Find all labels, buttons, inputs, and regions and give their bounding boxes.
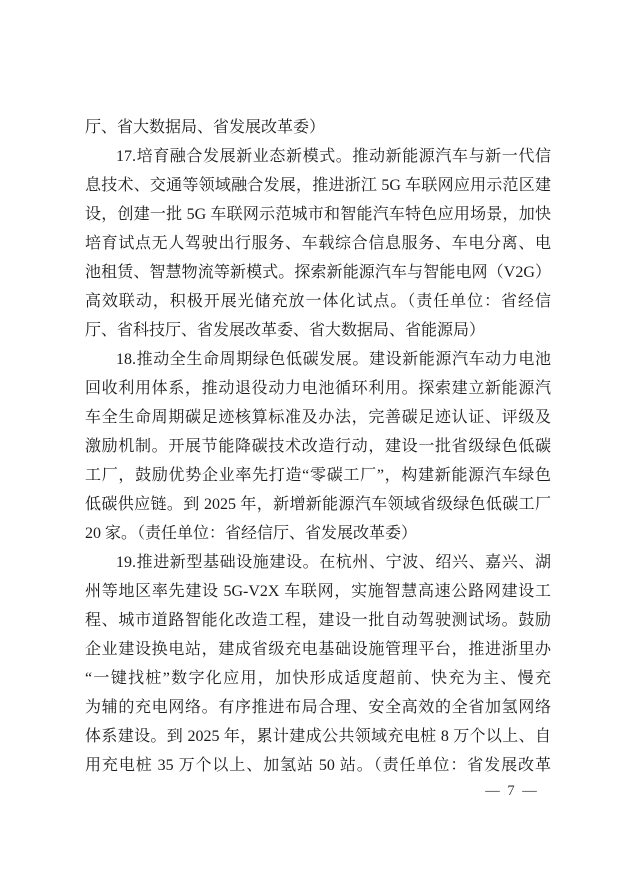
text-line: 程、城市道路智能化改造工程，建设一批自动驾驶测试场。鼓励	[85, 612, 551, 629]
paragraph-continuation	[85, 113, 551, 142]
text-line: 为辅的充电网络。有序推进布局合理、安全高效的全省加氢网络	[85, 699, 551, 716]
document-body	[85, 113, 551, 780]
text-line: 低碳供应链。到 2025 年，新增新能源汽车领域省级绿色低碳工厂	[85, 496, 551, 513]
text-line: 20 家。（责任单位：省经信厅、省发展改革委）	[85, 525, 418, 542]
text-line: 19.推进新型基础设施建设。在杭州、宁波、绍兴、嘉兴、湖	[116, 554, 551, 571]
text-line: 车全生命周期碳足迹核算标准及办法，完善碳足迹认证、评级及	[85, 409, 551, 426]
text-line: 池租赁、智慧物流等新模式。探索新能源汽车与智能电网（V2G）	[85, 264, 551, 281]
text-line: 用充电桩 35 万个以上、加氢站 50 站。（责任单位：省发展改革	[85, 757, 551, 774]
paragraph-item-17	[85, 142, 551, 345]
text-line: “一键找桩”数字化应用，加快形成适度超前、快充为主、慢充	[85, 670, 551, 687]
text-line: 厅、省科技厅、省发展改革委、省大数据局、省能源局）	[85, 322, 486, 339]
text-line: 设，创建一批 5G 车联网示范城市和智能汽车特色应用场景，加快	[85, 206, 551, 223]
text-line: 激励机制。开展节能降碳技术改造行动，建设一批省级绿色低碳	[85, 438, 551, 455]
text-line: 息技术、交通等领域融合发展，推进浙江 5G 车联网应用示范区建	[85, 177, 551, 194]
text-line: 回收利用体系，推动退役动力电池循环利用。探索建立新能源汽	[85, 380, 551, 397]
text-line: 18.推动全生命周期绿色低碳发展。建设新能源汽车动力电池	[116, 351, 551, 368]
text-line: 工厂，鼓励优势企业率先打造“零碳工厂”，构建新能源汽车绿色	[85, 467, 551, 484]
text-line: 培育试点无人驾驶出行服务、车载综合信息服务、车电分离、电	[85, 235, 551, 252]
text-line: 高效联动，积极开展光储充放一体化试点。（责任单位：省经信	[85, 293, 551, 310]
text-line: 企业建设换电站，建成省级充电基础设施管理平台，推进浙里办	[85, 641, 551, 658]
paragraph-item-19	[85, 548, 551, 780]
text-line: 体系建设。到 2025 年，累计建成公共领域充电桩 8 万个以上、自	[85, 728, 551, 745]
page-number: — 7 —	[485, 783, 539, 799]
text-line: 17.培育融合发展新业态新模式。推动新能源汽车与新一代信	[116, 148, 551, 165]
paragraph-item-18	[85, 345, 551, 548]
text-line: 厅、省大数据局、省发展改革委）	[85, 119, 326, 136]
text-line: 州等地区率先建设 5G-V2X 车联网，实施智慧高速公路网建设工	[85, 583, 551, 600]
